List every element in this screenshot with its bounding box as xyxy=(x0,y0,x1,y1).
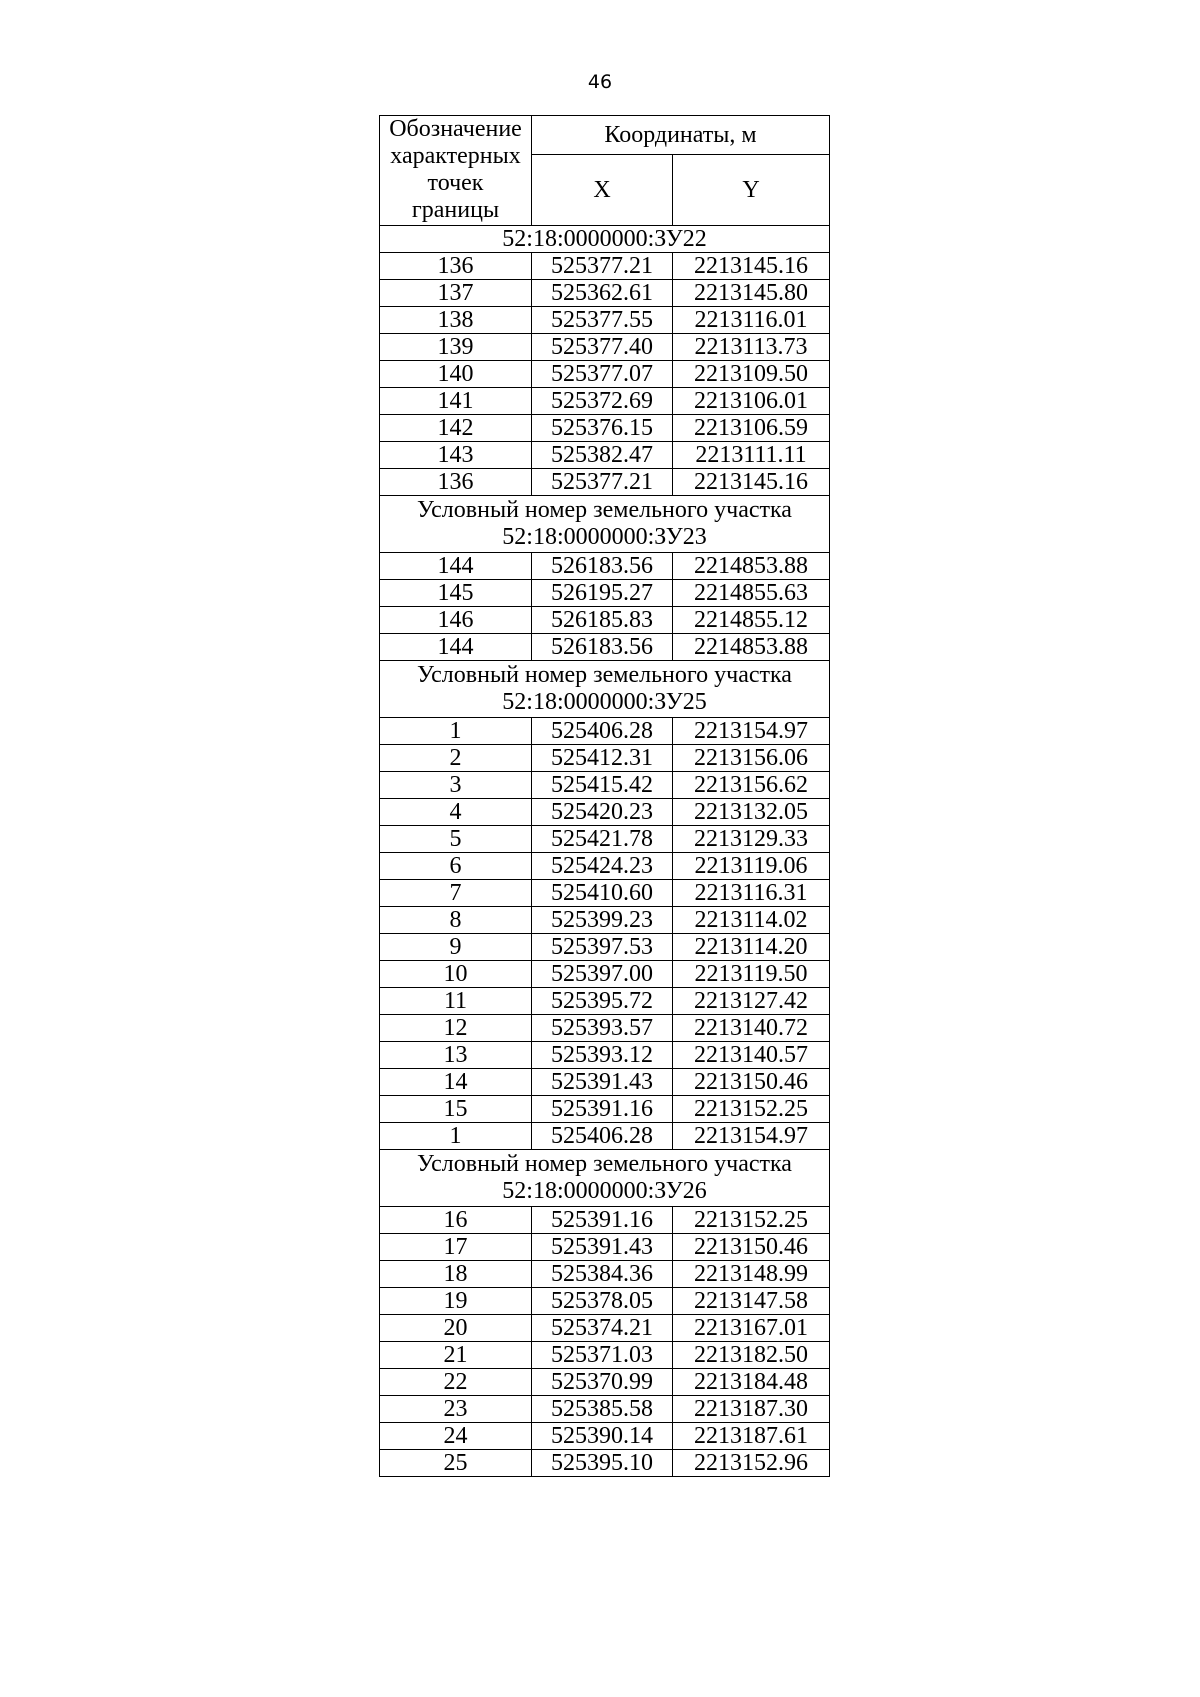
y-coordinate-cell: 2213152.25 xyxy=(673,1096,830,1123)
table-row xyxy=(380,1123,830,1150)
x-coordinate-cell: 525393.12 xyxy=(532,1042,673,1069)
x-coordinate-cell: 525384.36 xyxy=(532,1261,673,1288)
point-cell: 24 xyxy=(380,1423,532,1450)
y-coordinate-cell: 2213148.99 xyxy=(673,1261,830,1288)
x-coordinate-cell: 526183.56 xyxy=(532,553,673,580)
x-coordinate-cell: 525372.69 xyxy=(532,388,673,415)
x-coordinate-cell: 525385.58 xyxy=(532,1396,673,1423)
point-cell: 18 xyxy=(380,1261,532,1288)
table-row xyxy=(380,1450,830,1477)
x-coordinate-cell: 525377.55 xyxy=(532,307,673,334)
x-coordinate-cell: 525362.61 xyxy=(532,280,673,307)
x-coordinate-cell: 525370.99 xyxy=(532,1369,673,1396)
point-cell: 143 xyxy=(380,442,532,469)
point-cell: 144 xyxy=(380,634,532,661)
point-cell: 139 xyxy=(380,334,532,361)
point-cell: 146 xyxy=(380,607,532,634)
table-body xyxy=(380,226,830,1477)
point-cell: 10 xyxy=(380,961,532,988)
table-row xyxy=(380,934,830,961)
section-header-row xyxy=(380,496,830,553)
point-cell: 11 xyxy=(380,988,532,1015)
x-coordinate-cell: 525377.21 xyxy=(532,253,673,280)
section-header xyxy=(380,661,830,718)
point-cell: 2 xyxy=(380,745,532,772)
section-code: 52:18:0000000:ЗУ26 xyxy=(502,1178,707,1204)
y-coordinate-cell: 2213106.59 xyxy=(673,415,830,442)
x-coordinate-cell: 525391.16 xyxy=(532,1207,673,1234)
point-cell: 141 xyxy=(380,388,532,415)
section-title: Условный номер земельного участка xyxy=(417,497,792,523)
y-coordinate-cell: 2213150.46 xyxy=(673,1069,830,1096)
point-cell: 25 xyxy=(380,1450,532,1477)
section-title: Условный номер земельного участка xyxy=(417,1151,792,1177)
point-cell: 5 xyxy=(380,826,532,853)
point-cell: 136 xyxy=(380,253,532,280)
x-coordinate-cell: 525410.60 xyxy=(532,880,673,907)
table-row xyxy=(380,907,830,934)
table-row xyxy=(380,1069,830,1096)
y-coordinate-cell: 2213116.01 xyxy=(673,307,830,334)
y-coordinate-cell: 2213114.02 xyxy=(673,907,830,934)
x-coordinate-cell: 525406.28 xyxy=(532,1123,673,1150)
section-header-row xyxy=(380,226,830,253)
x-coordinate-cell: 525420.23 xyxy=(532,799,673,826)
y-coordinate-cell: 2213145.16 xyxy=(673,469,830,496)
y-coordinate-cell: 2213182.50 xyxy=(673,1342,830,1369)
y-coordinate-cell: 2213145.16 xyxy=(673,253,830,280)
table-row xyxy=(380,280,830,307)
y-coordinate-cell: 2213132.05 xyxy=(673,799,830,826)
x-coordinate-cell: 525378.05 xyxy=(532,1288,673,1315)
x-coordinate-cell: 526195.27 xyxy=(532,580,673,607)
point-cell: 8 xyxy=(380,907,532,934)
section-header xyxy=(380,496,830,553)
table-row xyxy=(380,1261,830,1288)
point-cell: 7 xyxy=(380,880,532,907)
table-row xyxy=(380,1315,830,1342)
x-coordinate-cell: 525391.43 xyxy=(532,1234,673,1261)
y-coordinate-cell: 2213167.01 xyxy=(673,1315,830,1342)
table-row xyxy=(380,253,830,280)
y-coordinate-cell: 2213119.50 xyxy=(673,961,830,988)
x-coordinate-cell: 525415.42 xyxy=(532,772,673,799)
point-designation-label: Обозначение характерных точек границы xyxy=(389,116,522,223)
table-row xyxy=(380,853,830,880)
table-row xyxy=(380,442,830,469)
point-cell: 1 xyxy=(380,718,532,745)
y-coordinate-cell: 2213140.72 xyxy=(673,1015,830,1042)
table-row xyxy=(380,1288,830,1315)
table-row xyxy=(380,607,830,634)
table-row xyxy=(380,1342,830,1369)
table-row xyxy=(380,415,830,442)
section-code: 52:18:0000000:ЗУ25 xyxy=(502,689,707,715)
point-designation-header xyxy=(380,116,532,226)
point-cell: 138 xyxy=(380,307,532,334)
x-coordinate-cell: 525424.23 xyxy=(532,853,673,880)
x-coordinate-cell: 525391.43 xyxy=(532,1069,673,1096)
table-row xyxy=(380,469,830,496)
y-coordinate-cell: 2214853.88 xyxy=(673,634,830,661)
x-coordinate-cell: 525390.14 xyxy=(532,1423,673,1450)
y-coordinate-cell: 2213109.50 xyxy=(673,361,830,388)
y-coordinate-cell: 2214855.63 xyxy=(673,580,830,607)
x-coordinate-cell: 525377.07 xyxy=(532,361,673,388)
table-row xyxy=(380,388,830,415)
table-row xyxy=(380,718,830,745)
section-header xyxy=(380,1150,830,1207)
table-row xyxy=(380,1423,830,1450)
x-coordinate-cell: 525421.78 xyxy=(532,826,673,853)
y-coordinate-cell: 2213140.57 xyxy=(673,1042,830,1069)
y-coordinate-cell: 2213154.97 xyxy=(673,718,830,745)
section-header xyxy=(380,226,830,253)
table-row xyxy=(380,634,830,661)
point-cell: 14 xyxy=(380,1069,532,1096)
y-coordinate-cell: 2213184.48 xyxy=(673,1369,830,1396)
table-row xyxy=(380,1369,830,1396)
point-cell: 23 xyxy=(380,1396,532,1423)
y-coordinate-cell: 2213113.73 xyxy=(673,334,830,361)
table-row xyxy=(380,580,830,607)
point-cell: 1 xyxy=(380,1123,532,1150)
table-row xyxy=(380,1096,830,1123)
y-coordinate-cell: 2213116.31 xyxy=(673,880,830,907)
x-coordinate-cell: 525393.57 xyxy=(532,1015,673,1042)
point-cell: 12 xyxy=(380,1015,532,1042)
table-row xyxy=(380,1207,830,1234)
x-coordinate-cell: 525377.40 xyxy=(532,334,673,361)
y-coordinate-cell: 2213114.20 xyxy=(673,934,830,961)
table-row xyxy=(380,553,830,580)
table-row xyxy=(380,772,830,799)
point-cell: 19 xyxy=(380,1288,532,1315)
y-coordinate-cell: 2213187.30 xyxy=(673,1396,830,1423)
section-code: 52:18:0000000:ЗУ22 xyxy=(502,226,707,252)
table-row xyxy=(380,988,830,1015)
x-coordinate-cell: 526185.83 xyxy=(532,607,673,634)
x-coordinate-cell: 525377.21 xyxy=(532,469,673,496)
y-coordinate-cell: 2213154.97 xyxy=(673,1123,830,1150)
y-coordinate-cell: 2214853.88 xyxy=(673,553,830,580)
table-row xyxy=(380,1234,830,1261)
x-coordinate-cell: 526183.56 xyxy=(532,634,673,661)
x-coordinate-cell: 525412.31 xyxy=(532,745,673,772)
point-cell: 16 xyxy=(380,1207,532,1234)
x-coordinate-cell: 525395.72 xyxy=(532,988,673,1015)
header-row-1 xyxy=(380,116,830,155)
point-cell: 140 xyxy=(380,361,532,388)
point-cell: 20 xyxy=(380,1315,532,1342)
x-coordinate-cell: 525406.28 xyxy=(532,718,673,745)
x-coordinate-cell: 525397.53 xyxy=(532,934,673,961)
table-row xyxy=(380,1015,830,1042)
y-coordinate-cell: 2213145.80 xyxy=(673,280,830,307)
table-row xyxy=(380,961,830,988)
table-row xyxy=(380,826,830,853)
x-coordinate-cell: 525376.15 xyxy=(532,415,673,442)
table-header xyxy=(380,116,830,226)
point-cell: 6 xyxy=(380,853,532,880)
table-row xyxy=(380,1042,830,1069)
section-title: Условный номер земельного участка xyxy=(417,662,792,688)
page-number: 46 xyxy=(587,71,613,93)
y-coordinate-cell: 2213150.46 xyxy=(673,1234,830,1261)
y-coordinate-cell: 2213129.33 xyxy=(673,826,830,853)
point-cell: 137 xyxy=(380,280,532,307)
table-row xyxy=(380,334,830,361)
y-coordinate-cell: 2213152.25 xyxy=(673,1207,830,1234)
x-column-header: X xyxy=(532,155,673,226)
section-header-row xyxy=(380,1150,830,1207)
x-coordinate-cell: 525397.00 xyxy=(532,961,673,988)
point-cell: 3 xyxy=(380,772,532,799)
y-coordinate-cell: 2213106.01 xyxy=(673,388,830,415)
x-coordinate-cell: 525391.16 xyxy=(532,1096,673,1123)
y-coordinate-cell: 2213187.61 xyxy=(673,1423,830,1450)
x-coordinate-cell: 525374.21 xyxy=(532,1315,673,1342)
x-coordinate-cell: 525371.03 xyxy=(532,1342,673,1369)
coordinates-header: Координаты, м xyxy=(532,116,830,155)
section-code: 52:18:0000000:ЗУ23 xyxy=(502,524,707,550)
y-coordinate-cell: 2213119.06 xyxy=(673,853,830,880)
point-cell: 4 xyxy=(380,799,532,826)
point-cell: 142 xyxy=(380,415,532,442)
point-cell: 17 xyxy=(380,1234,532,1261)
x-coordinate-cell: 525395.10 xyxy=(532,1450,673,1477)
section-header-row xyxy=(380,661,830,718)
y-coordinate-cell: 2213111.11 xyxy=(673,442,830,469)
table-row xyxy=(380,880,830,907)
y-coordinate-cell: 2213147.58 xyxy=(673,1288,830,1315)
coordinates-table xyxy=(379,115,830,1477)
point-cell: 21 xyxy=(380,1342,532,1369)
y-coordinate-cell: 2213152.96 xyxy=(673,1450,830,1477)
table-row xyxy=(380,745,830,772)
point-cell: 9 xyxy=(380,934,532,961)
point-cell: 136 xyxy=(380,469,532,496)
point-cell: 15 xyxy=(380,1096,532,1123)
point-cell: 145 xyxy=(380,580,532,607)
point-cell: 13 xyxy=(380,1042,532,1069)
y-coordinate-cell: 2213156.06 xyxy=(673,745,830,772)
table-row xyxy=(380,361,830,388)
table-row xyxy=(380,799,830,826)
y-coordinate-cell: 2213156.62 xyxy=(673,772,830,799)
point-cell: 144 xyxy=(380,553,532,580)
point-cell: 22 xyxy=(380,1369,532,1396)
y-coordinate-cell: 2214855.12 xyxy=(673,607,830,634)
table-row xyxy=(380,1396,830,1423)
y-column-header: Y xyxy=(673,155,830,226)
table-row xyxy=(380,307,830,334)
x-coordinate-cell: 525399.23 xyxy=(532,907,673,934)
x-coordinate-cell: 525382.47 xyxy=(532,442,673,469)
y-coordinate-cell: 2213127.42 xyxy=(673,988,830,1015)
